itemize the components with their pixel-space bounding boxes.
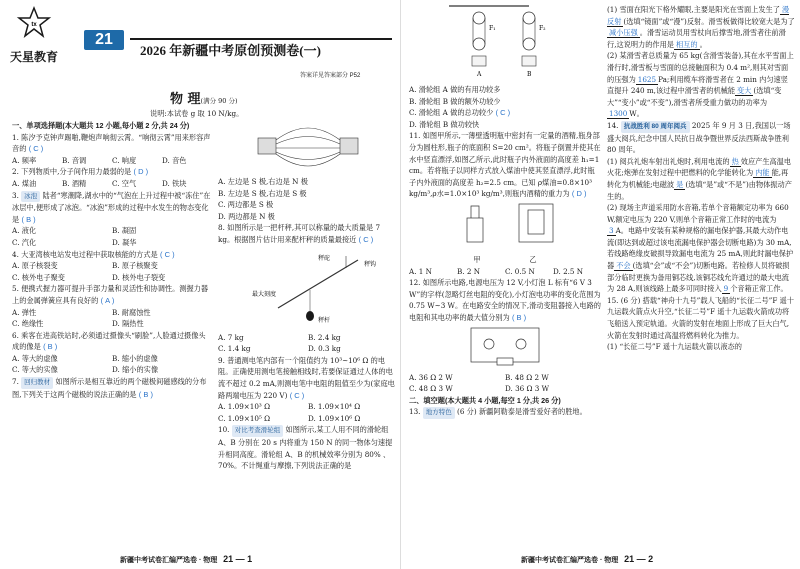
instruction-note: 说明:本试卷 g 取 10 N/kg。 — [150, 109, 244, 118]
question-2: 2. 下列物质中,分子间作用力最弱的是 ( D ) — [12, 167, 149, 177]
paper-number-badge: 21 — [84, 30, 124, 50]
question-1: 1. 陈汐予克钟声踢啪,鞭炮声响彻云霄。“响彻云霄”用来形容声音的 ( C ) — [12, 132, 211, 154]
question-8: 8. 如图所示是一把杆秤,其可以称量的最大质量是 7 kg。根据图片估计用来配杆秤的质量最接近 ( C ) — [218, 223, 381, 244]
label-a: A — [477, 71, 482, 78]
question-3-options: A. 液化 B. 凝固 C. 汽化 D. 凝华 — [12, 226, 137, 247]
right-column-2 — [607, 4, 795, 353]
question-13-part-2: (2) 某滑雪者总质量为 65 kg(含滑雪装备),其在水平雪面上滑行时,滑雪板与雪面的总接触面积为 0.4 m²,则其对雪面的压强为 1625 Pa;利用缆车将滑雪者在 2 min 内匀速竖直提升 240 m,该过程中滑雪者的机械能 变大 (选填“变大”“变小”或“不变”),滑雪者所受重力做功的功率为1300 W。 — [607, 51, 794, 119]
question-7-option-b: B. 左边是 S 极,右边是 S 极 — [218, 188, 307, 198]
circuit-figure — [409, 324, 601, 368]
label-f2: F₂ — [539, 25, 546, 32]
brand-name: 天星教育 — [10, 50, 59, 64]
question-6-options: A. 等大的虚像 B. 缩小的虚像 C. 等大的实像 D. 缩小的实像 — [12, 353, 159, 375]
right-footer: 新疆中考试卷汇编严选卷 · 物理 21 — 2 — [521, 554, 654, 564]
question-10-option-c: C. 滑轮组 A 做的总功较少 ( C ) — [409, 108, 511, 118]
question-5-options: A. 弹性 B. 耐腐蚀性 C. 绝缘性 D. 隔热性 — [12, 307, 151, 329]
question-13: 13. 地方特色 (6 分) 新疆阿勒泰是滑雪爱好者的胜地。 — [409, 406, 601, 419]
label-chengtuo: 秤砣 — [318, 255, 331, 262]
question-11: 11. 如图甲所示,一薄壁透明瓶中密封有一定量的酒精,瓶身部分为圆柱形,瓶子的底面积 S=20 cm²。将瓶子倒置并使其在水中竖直漂浮,如图乙所示,此时瓶子内外液面的高度差 h₁=1 cm。若将瓶子以同样方式放入煤油中使其竖直漂浮,此时瓶子内外液面的高度差 h₂=2.5 cm。已知 ρ煤油=0.8×10³ kg/m³,ρ水=1.0×10³ kg/m³,则瓶内酒精的重力为 ( D ) — [409, 131, 601, 199]
question-11-options: A. 1 N B. 2 N C. 0.5 N D. 2.5 N — [409, 266, 584, 276]
question-7-option-d: D. 两边都是 N 极 — [218, 211, 275, 221]
magnetic-field-figure — [218, 120, 398, 172]
question-9-options: A. 1.09×10³ Ω B. 1.09×10⁴ Ω C. 1.09×10⁵ Ω D. 1.09×10⁶ Ω — [218, 402, 361, 423]
question-4: 4. 大亚湾核电站发电过程中获取核能的方式是 ( C ) — [12, 249, 175, 259]
question-4-options: A. 原子核裂变 B. 原子核聚变 C. 核外电子聚变 D. 核外电子裂变 — [12, 261, 166, 282]
section-1-title: 一、单项选择题(本大题共 12 小题,每小题 2 分,共 24 分) — [12, 121, 190, 130]
question-2-options: A. 煤油 B. 酒精 C. 空气 D. 铁块 — [12, 178, 187, 188]
subject-title: 物 理(满分 90 分) — [170, 92, 238, 107]
question-9: 9. 普通测电笔内部有一个阻值约为 10³~10⁶ Ω 的电阻。正确使用测电笔接触相线时,若要保证通过人体的电流不超过 0.2 mA,则测电笔中电阻的阻值至少为(家庭电路两端电压为 220 V) ( C ) — [218, 355, 395, 400]
question-10-option-b: B. 滑轮组 B 做的额外功较少 — [409, 96, 501, 106]
question-1-options: A. 频率 B. 音调 C. 响度 D. 音色 — [12, 155, 187, 165]
question-7-option-a: A. 左边是 S 极,右边是 N 极 — [218, 177, 308, 186]
label-max-scale: 最大刻度 — [252, 291, 277, 298]
question-3: 3. 冰泡 陆者“寒潮降,湖水中的“气泡在上升过程中被“冻住”在冰层中,便形成了冰泡。“冰泡”形成的过程中水发生的物态变化是 ( B ) — [12, 190, 211, 224]
answer-reference: 答案详见答案部分 P52 — [300, 73, 361, 79]
label-b: B — [527, 71, 532, 78]
left-column-1 — [12, 120, 212, 400]
label-chenggan: 秤杆 — [318, 317, 331, 324]
question-12: 12. 如图所示电路,电源电压为 12 V,小灯泡 L 标有“6 V 3 W”的字样(忽略灯丝电阻的变化),小灯泡电功率的变化范围为 0.75 W~3 W。在电路安全的情况下,滑动变阻器接入电路的电阻和其电功率的最大值分别为 ( B ) — [409, 278, 601, 322]
pulley-figure — [409, 4, 601, 80]
right-column-1 — [409, 18, 601, 419]
question-5: 5. 便携式握力器可提升手部力量和灵活性和协调性。测握力器上的金属弹簧应具有良好的 ( A ) — [12, 284, 209, 305]
question-14-part-1: (1) 阅兵礼炮车射出礼炮时,利用电流的 热 效应产生高温电火花;炮弹在发射过程中把燃料的化学能转化为 内能 能,再转化为机械能;电磁波 是 (选填“是”或“不是”)由物体振动产生的。 — [607, 156, 792, 201]
left-column-2 — [218, 120, 398, 472]
right-page — [400, 0, 800, 569]
question-7: 7. 回归教材 如图所示是相互靠近的两个磁极间磁感线的分布图,下列关于这两个磁极的说法正确的是 ( B ) — [12, 377, 207, 399]
question-15: 15. (6 分) 搭载“神舟十九号”载人飞船的“长征二号”F 遥十九运载火箭点火升空,“长征二号”F 遥十九运载火箭成功将飞船送入预定轨道。火箭的发射在地面上形成了巨大白气,火箭在发射时通过高温将燃料转化为推力。 — [607, 295, 794, 340]
question-10: 10. 对比考查滑轮组 如图所示,某工人用不同的滑轮组 A、B 分别在 20 s 内将重为 150 N 的同一物体匀速提升相同高度。滑轮组 A、B 的机械效率分别为 80% 、70%。不计绳重与摩擦,下列说法正确的是 — [218, 425, 393, 471]
question-8-options: A. 7 kg B. 2.4 kg C. 1.4 kg D. 0.3 kg — [218, 332, 341, 354]
question-10-option-a: A. 滑轮组 A 做的有用功较多 — [409, 85, 501, 94]
label-f1: F₁ — [489, 25, 496, 32]
question-12-options: A. 36 Ω 2 W B. 48 Ω 2 W C. 48 Ω 3 W D. 36 Ω 3 W — [409, 372, 549, 394]
question-13-part-1: (1) 雪面在阳光下格外耀眼,主要是阳光在雪面上发生了 漫反射 (选填“镜面”或“漫”)反射。滑雪板做得比较宽大是为了减小压强 。滑雪运动员用雪杖向后撑雪地,滑雪者往前滑行,这说明力的作用是 相互的 。 — [607, 5, 795, 49]
question-15-part-1: (1) “长征二号”F 遥十九运载火箭以液态的 — [607, 342, 742, 352]
bottle-figure — [409, 200, 601, 250]
question-6: 6. 乘客在进高铁站时,必须通过摄像头“刷脸”,人脸通过摄像头成的像是 ( B ) — [12, 330, 206, 352]
question-14: 14. 抗战胜利 80 周年阅兵 2025 年 9 月 3 日,我国以一场盛大阅兵,纪念中国人民抗日战争暨世界反法西斯战争胜利 80 周年。 — [607, 120, 791, 155]
question-10-option-d: D. 滑轮组 B 做功较快 — [409, 119, 480, 129]
section-2-title: 二、填空题(本大题共 4 小题,每空 1 分,共 26 分) — [409, 395, 561, 405]
paper-title: 2026 年新疆中考原创预测卷(一) — [140, 43, 321, 58]
label-chenggou: 秤钩 — [364, 261, 377, 268]
question-7-option-c: C. 两边都是 S 极 — [218, 200, 274, 210]
svg-text:tx: tx — [31, 22, 37, 28]
bottle-figure-labels: 甲 乙 — [473, 254, 537, 264]
left-footer: 新疆中考试卷汇编严选卷 · 物理 21 — 1 — [120, 554, 253, 564]
steelyard-figure — [218, 246, 398, 328]
question-14-part-2: (2) 现场主声道采用防水音箱,若单个音箱额定功率为 660 W,额定电压为 220 V,则单个音箱正常工作时的电流为3 A。电路中安装有某种规格的漏电保护器,其最大动作电流(即达到或超过该电流漏电保护器会切断电路)为 30 mA,若线路绝缘皮破损导致漏电电流为 25 mA,则此时漏电保护器 不会 (选填“会”或“不会”)切断电路。若检修人员将破损部分临时更换为备用铜芯线,该铜芯线允许通过的最大电流为 28 A,则该线路上最多可同时接入 9 个音箱正常工作。 — [607, 203, 794, 294]
